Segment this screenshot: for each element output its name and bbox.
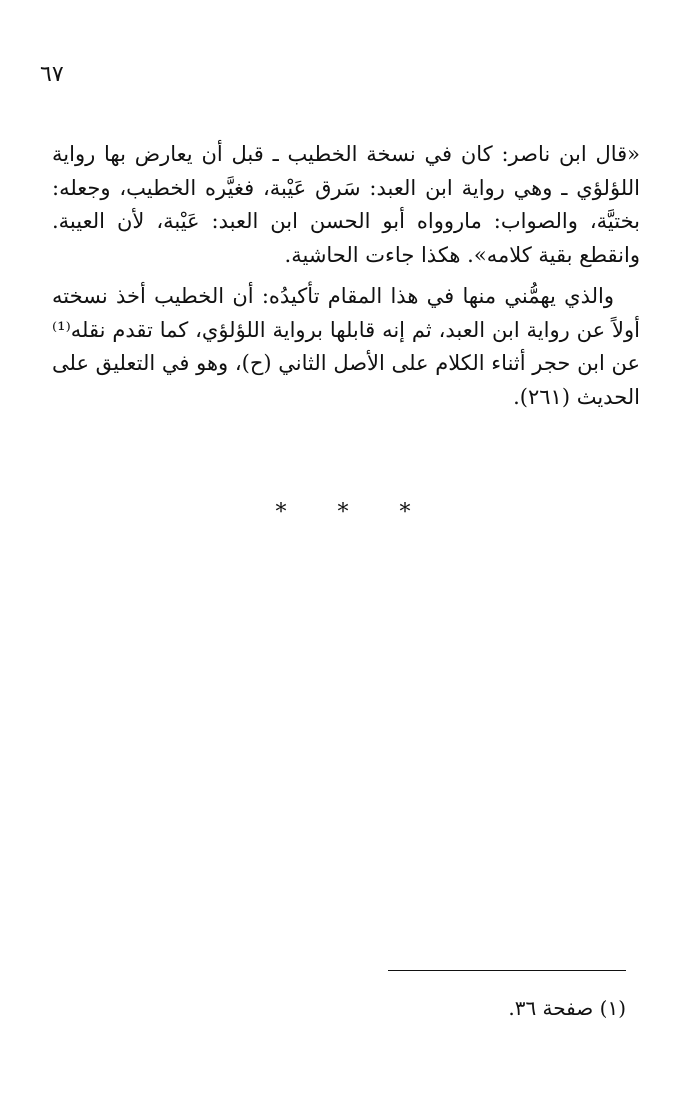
paragraph-quote: «قال ابن ناصر: كان في نسخة الخطيب ـ قبل أن يعارض بها رواية اللؤلؤي ـ وهي رواية ابن العبد: سَرق عَيْبة، فغيَّره الخطيب، وجعله: بختيَّة، والصواب: ماروواه أبو الحسن ابن العبد: عَيْبة، لأن العيبة. وانقطع بقية كلامه». هكذا جاءت الحاشية. — [52, 142, 640, 267]
main-text — [52, 138, 640, 414]
section-separator: * * * — [275, 500, 433, 525]
footnote-divider — [388, 970, 626, 971]
paragraph-commentary: والذي يهمُّني منها في هذا المقام تأكيدُه: أن الخطيب أخذ نسخته أولاً عن رواية ابن العبد، ثم إنه قابلها برواية اللؤلؤي، كما تقدم نقله⁽¹⁾ عن ابن حجر أثناء الكلام على الأصل الثاني (ح)، وهو في التعليق على الحديث (٢٦١). — [52, 284, 640, 409]
footnote: (١) صفحة ٣٦. — [508, 996, 626, 1020]
page-number: ٦٧ — [40, 62, 64, 87]
